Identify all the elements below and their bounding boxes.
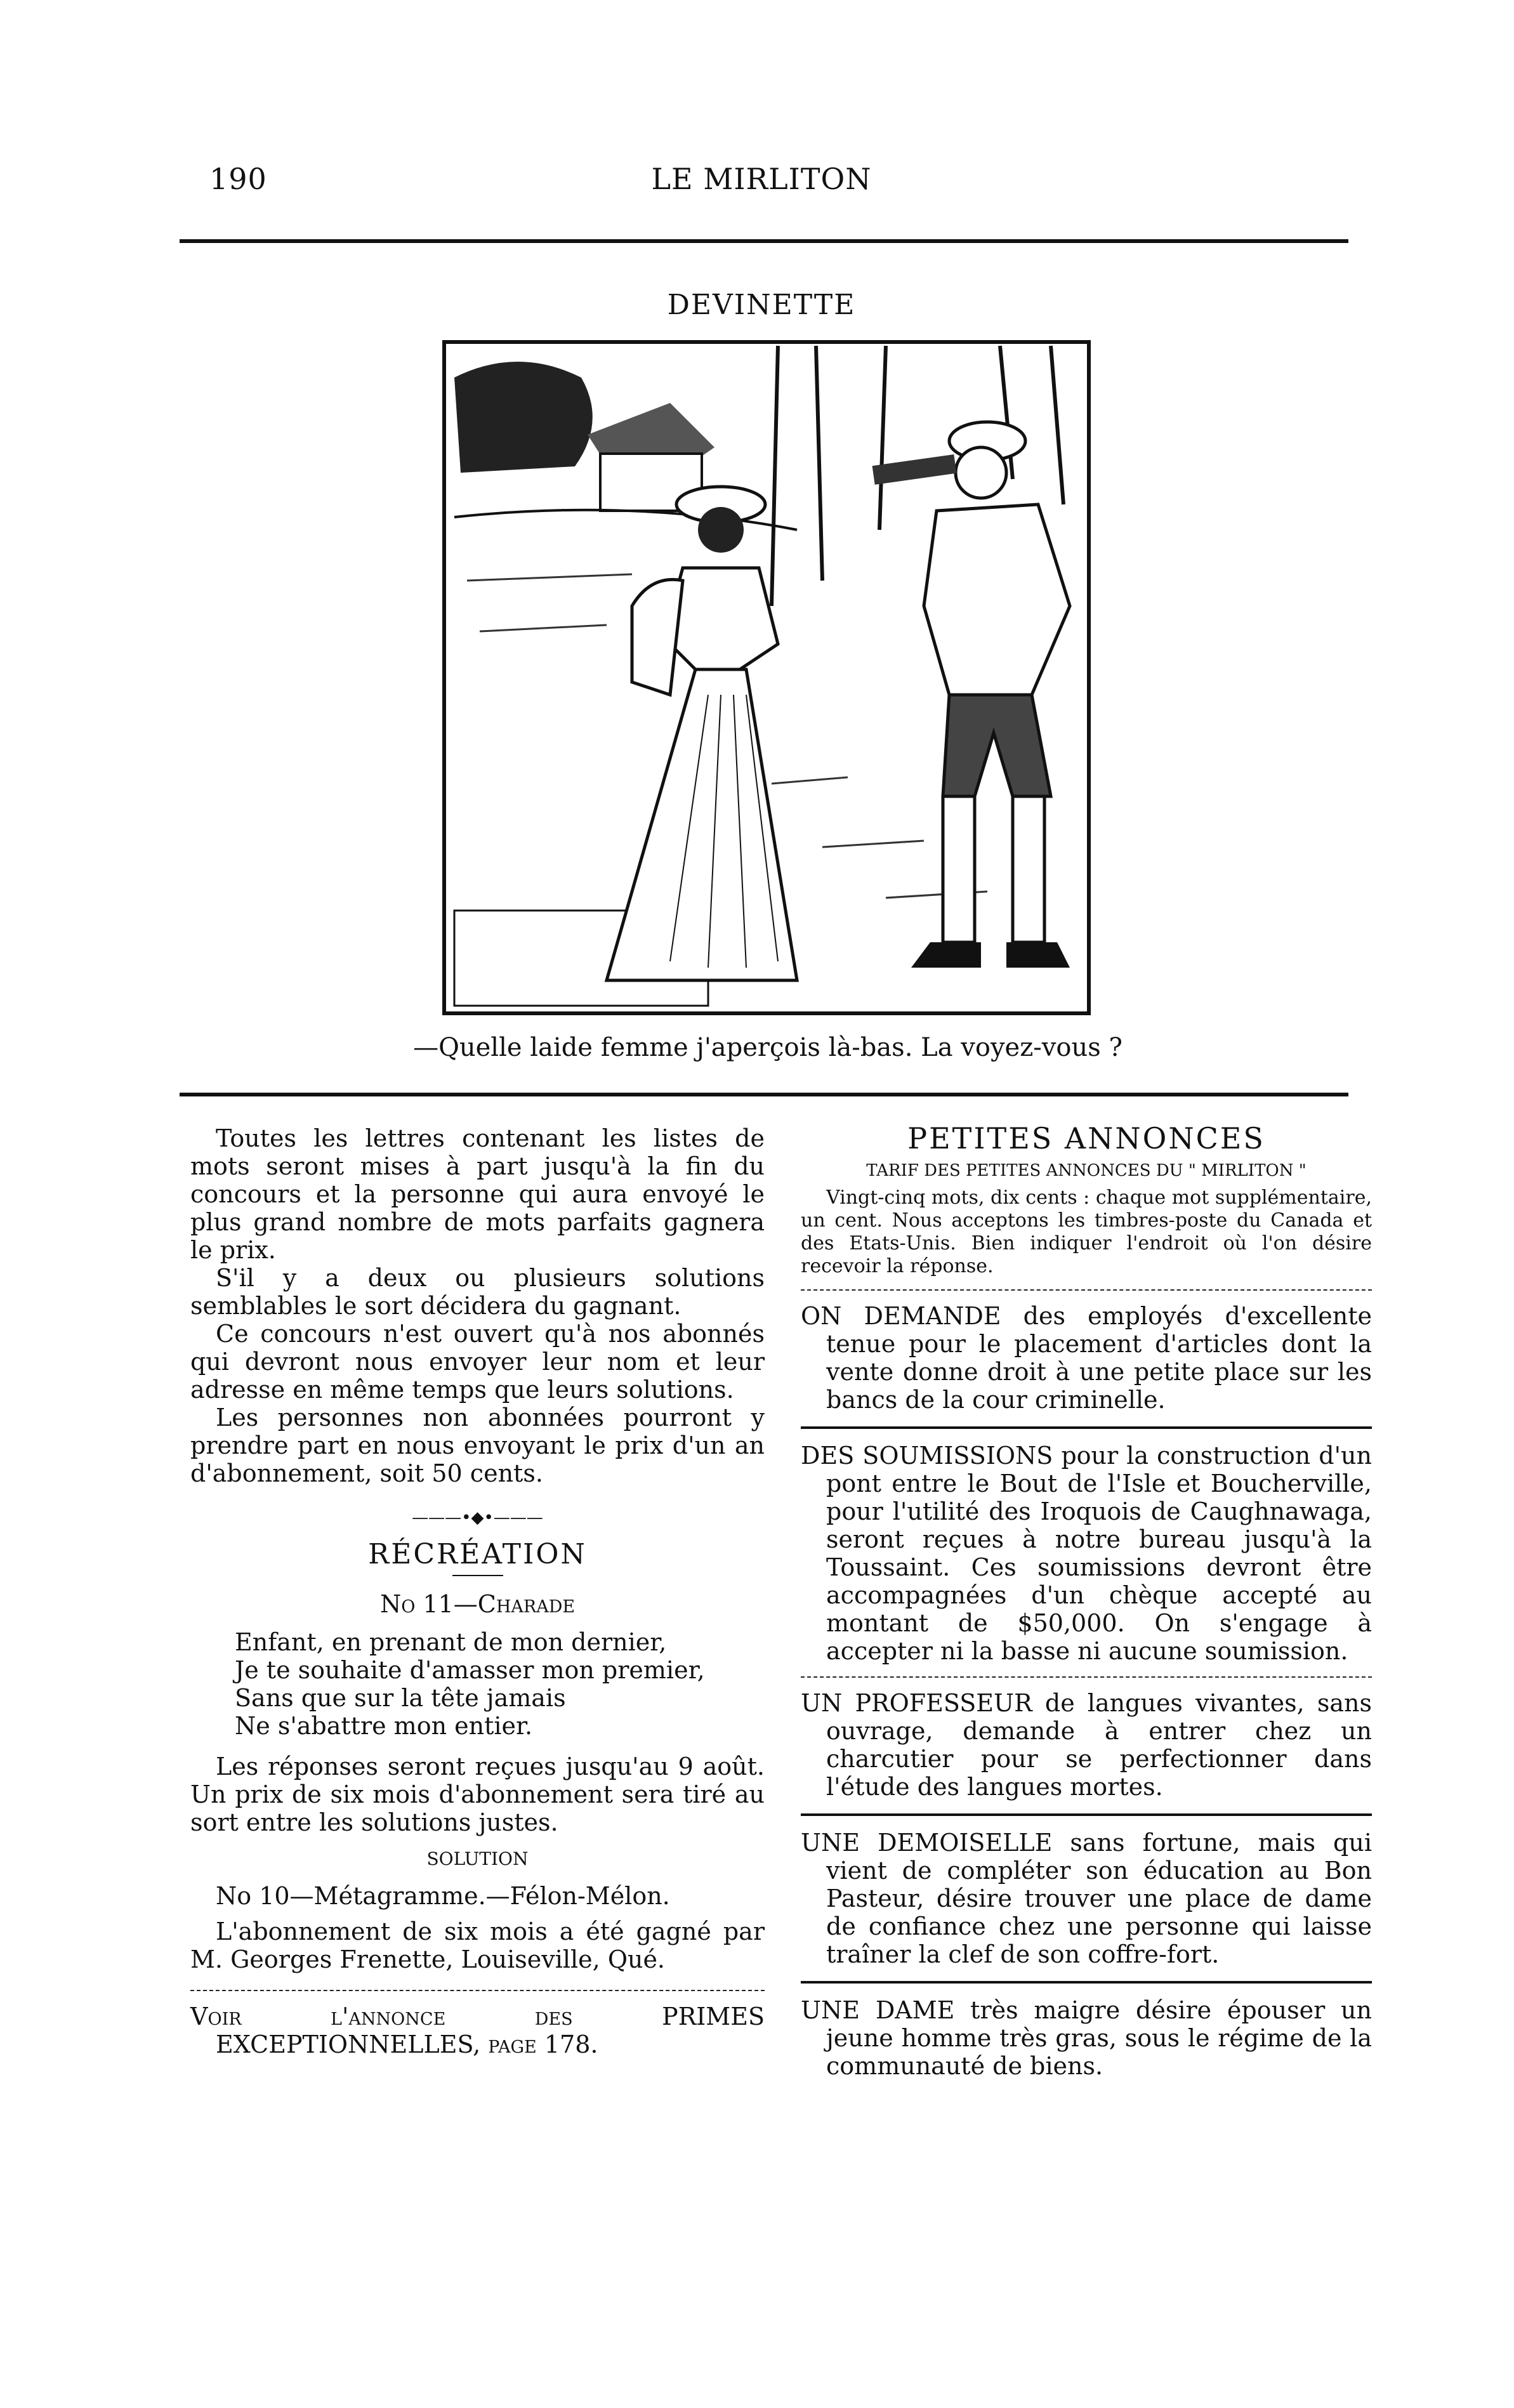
header-rule [180, 239, 1348, 243]
poem-line: Sans que sur la tête jamais [235, 1684, 566, 1712]
page-number: 190 [209, 162, 267, 196]
petites-annonces-title: PETITES ANNONCES [907, 1121, 1265, 1155]
ad-on-demande: ON DEMANDE des employés d'excellente tenue pour le placement d'articles dont la vente donne droit à une petite place sur les bancs de la cour criminelle. [801, 1302, 1372, 1414]
contest-paragraph-4: Les personnes non abonnées pourront y prendre part en nous envoyant le prix d'un an d'abonnement, soit 50 cents. [190, 1404, 765, 1487]
ad-demoiselle: UNE DEMOISELLE sans fortune, mais qui vient de compléter son éducation au Bon Pasteur, désire trouver une place de dame de confiance chez une personne qui laisse traîner la clef de son coffre-fort. [801, 1829, 1372, 1968]
solution-title: SOLUTION [426, 1848, 529, 1869]
running-title: LE MIRLITON [651, 162, 872, 196]
ad-separator [801, 1813, 1372, 1816]
primes-notice: Voir l'annonce des PRIMES EXCEPTIONNELLES, page 178. [190, 2003, 765, 2058]
ad-soumissions: DES SOUMISSIONS pour la construction d'un pont entre le Bout de l'Isle et Boucherville, pour l'utilité des Iroquois de Caughnawaga, seront reçues à notre bureau jusqu'à la Toussaint. Ces soumissions devront être accompagnées d'un chèque accepté au montant de $50,000. On s'engage à accepter ni la basse ni aucune soumission. [801, 1442, 1372, 1665]
poem-line: Enfant, en prenant de mon dernier, [235, 1628, 667, 1656]
devinette-illustration [442, 339, 1091, 1016]
ornament-separator: ———•◆•——— [412, 1508, 543, 1527]
recreation-title: RÉCRÉATION [368, 1538, 587, 1570]
ad-professeur: UN PROFESSEUR de langues vivantes, sans ouvrage, demande à entrer chez un charcutier pour se perfectionner dans l'étude des langues mortes. [801, 1689, 1372, 1801]
right-column [801, 1121, 1372, 2080]
ad-separator [801, 1289, 1372, 1291]
illustration-title: DEVINETTE [667, 289, 856, 321]
ad-separator [801, 1426, 1372, 1429]
poem-line: Je te souhaite d'amasser mon premier, [235, 1656, 705, 1684]
contest-paragraph-3: Ce concours n'est ouvert qu'à nos abonnés qui devront nous envoyer leur nom et leur adresse en même temps que leurs solutions. [190, 1320, 765, 1404]
solution-text: No 10—Métagramme.—Félon-Mélon. [216, 1882, 670, 1910]
short-rule [452, 1575, 503, 1576]
charade-title: No 11—Charade [379, 1590, 576, 1618]
contest-paragraph-2: S'il y a deux ou plusieurs solutions semblables le sort décidera du gagnant. [190, 1264, 765, 1320]
footer-dashed-rule [190, 1990, 765, 1991]
illustration-caption: —Quelle laide femme j'aperçois là-bas. La voyez-vous ? [413, 1033, 1122, 1062]
winner-text: L'abonnement de six mois a été gagné par M. Georges Frenette, Louiseville, Qué. [190, 1918, 765, 1973]
charade-poem [190, 1628, 765, 1740]
poem-line: Ne s'abattre mon entier. [235, 1712, 533, 1740]
tarif-heading: TARIF DES PETITES ANNONCES DU " MIRLITON " [866, 1161, 1307, 1180]
ad-separator [801, 1676, 1372, 1678]
contest-paragraph-1: Toutes les lettres contenant les listes de mots seront mises à part jusqu'à la fin du concours et la personne qui aura envoyé le plus grand nombre de mots parfaits gagnera le prix. [190, 1124, 765, 1264]
ad-dame: UNE DAME très maigre désire épouser un jeune homme très gras, sous le régime de la communauté de biens. [801, 1996, 1372, 2080]
charade-instructions: Les réponses seront reçues jusqu'au 9 août. Un prix de six mois d'abonnement sera tiré au sort entre les solutions justes. [190, 1753, 765, 1836]
ad-separator [801, 1981, 1372, 1984]
left-column [190, 1124, 765, 2058]
tarif-text: Vingt-cinq mots, dix cents : chaque mot supplémentaire, un cent. Nous acceptons les timbres-poste du Canada et des Etats-Unis. Bien indiquer l'endroit où l'on désire recevoir la réponse. [801, 1187, 1372, 1277]
section-rule [180, 1093, 1348, 1096]
